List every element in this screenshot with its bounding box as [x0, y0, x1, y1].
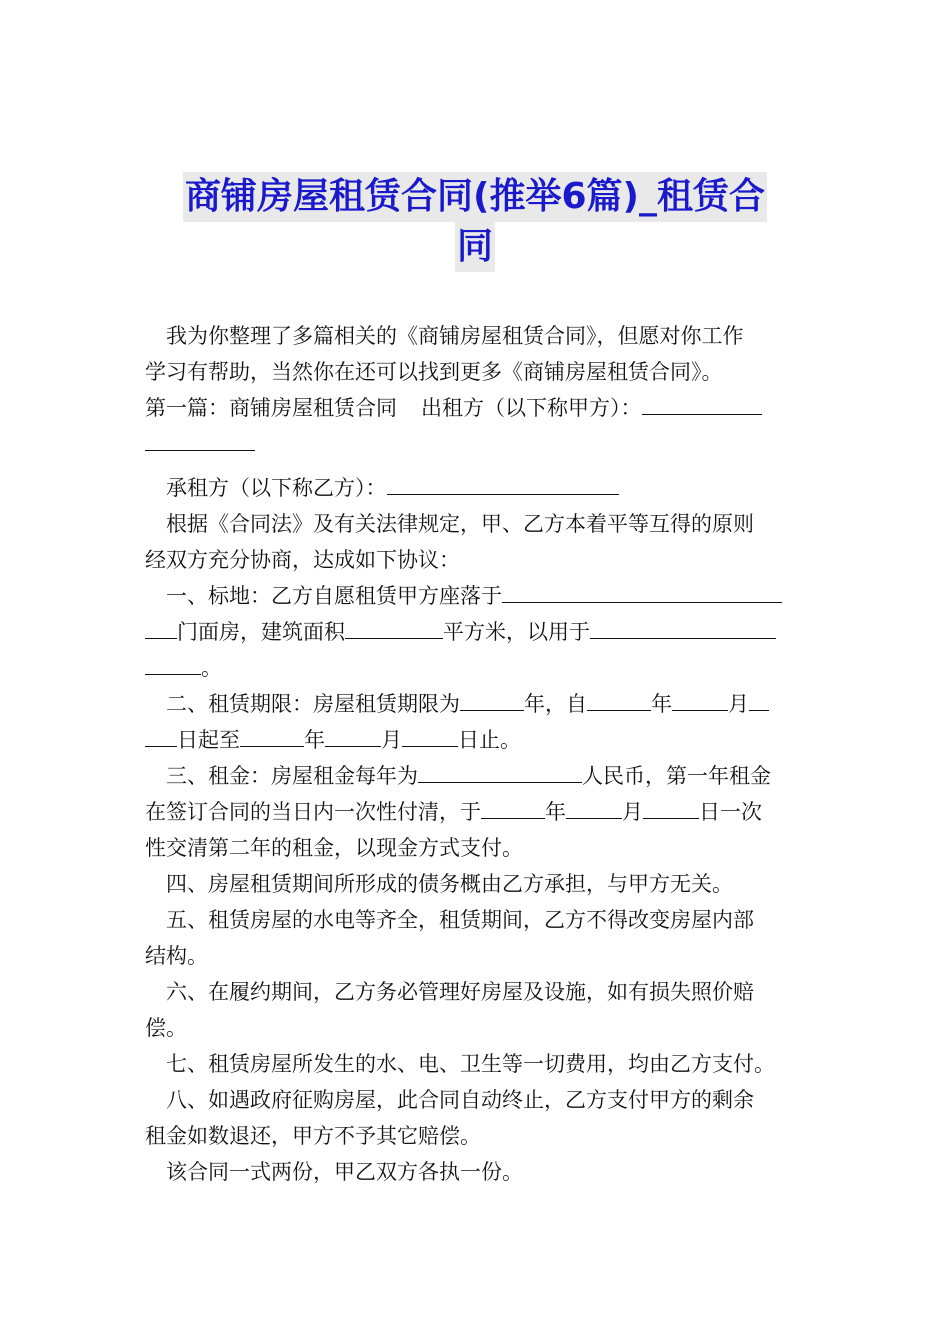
start-day-blank-2: [145, 724, 177, 747]
item-2-year: 年，自: [524, 692, 587, 716]
item-2-from: 日起至: [177, 728, 240, 752]
item-2-y2: 年: [304, 728, 325, 752]
item-1-line-1: [145, 578, 807, 614]
item-3-line-2-prefix: 在签订合同的当日内一次性付清，于: [145, 800, 481, 824]
item-2-line-2: [145, 722, 807, 758]
pay-month-blank: [566, 796, 622, 819]
item-7: 七、租赁房屋所发生的水、电、卫生等一切费用，均由乙方支付。: [166, 1052, 775, 1076]
start-year-blank: [587, 688, 651, 711]
usage-blank: [590, 616, 776, 639]
item-1-line-2: [145, 614, 807, 650]
item-2-y: 年: [651, 692, 672, 716]
intro-line-2: 学习有帮助，当然你在还可以找到更多《商铺房屋租赁合同》。: [145, 360, 723, 384]
item-2-end: 日止。: [458, 728, 521, 752]
usage-blank-2: [145, 652, 201, 675]
item-6-line-1: 六、在履约期间，乙方务必管理好房屋及设施，如有损失照价赔: [166, 980, 754, 1004]
lessor-blank-2: [145, 428, 255, 451]
lessor-blank: [642, 392, 762, 415]
item-3-prefix: 三、租金：房屋租金每年为: [166, 764, 418, 788]
item-3-m: 月: [622, 800, 643, 824]
end-year-blank: [240, 724, 304, 747]
start-day-blank: [749, 688, 769, 711]
item-3-mid: 人民币，第一年租金: [582, 764, 771, 788]
item-8-line-2: 租金如数退还，甲方不予其它赔偿。: [145, 1124, 481, 1148]
copies-line: 该合同一式两份，甲乙双方各执一份。: [166, 1160, 523, 1184]
lessee-line: [145, 470, 807, 506]
lessee-label: 承租方（以下称乙方）：: [166, 476, 387, 500]
item-1-mid-2: 平方米，以用于: [443, 620, 590, 644]
document-title: [150, 172, 800, 272]
area-blank: [345, 616, 443, 639]
item-2-m: 月: [728, 692, 749, 716]
item-6-line-2: 偿。: [145, 1016, 187, 1040]
title-line-2: 同: [455, 222, 495, 272]
item-3-d: 日一次: [699, 800, 762, 824]
item-1-end: 。: [201, 656, 222, 680]
item-3-line-2: [145, 794, 807, 830]
intro-line-1: 我为你整理了多篇相关的《商铺房屋租赁合同》，但愿对你工作: [166, 324, 744, 348]
end-day-blank: [402, 724, 458, 747]
basis-line-1: 根据《合同法》及有关法律规定，甲、乙方本着平等互得的原则: [166, 512, 754, 536]
pay-year-blank: [481, 796, 545, 819]
item-1-mid-1: 门面房，建筑面积: [177, 620, 345, 644]
item-5-line-2: 结构。: [145, 944, 208, 968]
item-2-line-1: [145, 686, 807, 722]
end-month-blank: [325, 724, 381, 747]
item-1-prefix: 一、标地：乙方自愿租赁甲方座落于: [166, 584, 502, 608]
location-blank: [502, 580, 782, 603]
lessee-blank: [387, 472, 619, 495]
lessor-blank-continued: [145, 426, 807, 462]
item-2-prefix: 二、租赁期限：房屋租赁期限为: [166, 692, 460, 716]
document-body: [145, 318, 807, 1190]
title-line-1: 商铺房屋租赁合同(推举6篇)_租赁合: [183, 172, 767, 222]
location-blank-2: [145, 616, 177, 639]
start-month-blank: [672, 688, 728, 711]
basis-line-2: 经双方充分协商，达成如下协议：: [145, 548, 460, 572]
item-1-line-3: [145, 650, 807, 686]
chapter-1-heading: 第一篇：商铺房屋租赁合同: [145, 396, 397, 420]
item-4: 四、房屋租赁期间所形成的债务概由乙方承担，与甲方无关。: [166, 872, 733, 896]
rent-amount-blank: [418, 760, 582, 783]
item-3-line-3: 性交清第二年的租金，以现金方式支付。: [145, 836, 523, 860]
term-years-blank: [460, 688, 524, 711]
item-5-line-1: 五、租赁房屋的水电等齐全，租赁期间，乙方不得改变房屋内部: [166, 908, 754, 932]
chapter-1-line: [145, 390, 807, 426]
item-3-y: 年: [545, 800, 566, 824]
pay-day-blank: [643, 796, 699, 819]
lessor-label: 出租方（以下称甲方）：: [421, 396, 642, 420]
item-8-line-1: 八、如遇政府征购房屋，此合同自动终止，乙方支付甲方的剩余: [166, 1088, 754, 1112]
item-3-line-1: [145, 758, 807, 794]
item-2-m2: 月: [381, 728, 402, 752]
